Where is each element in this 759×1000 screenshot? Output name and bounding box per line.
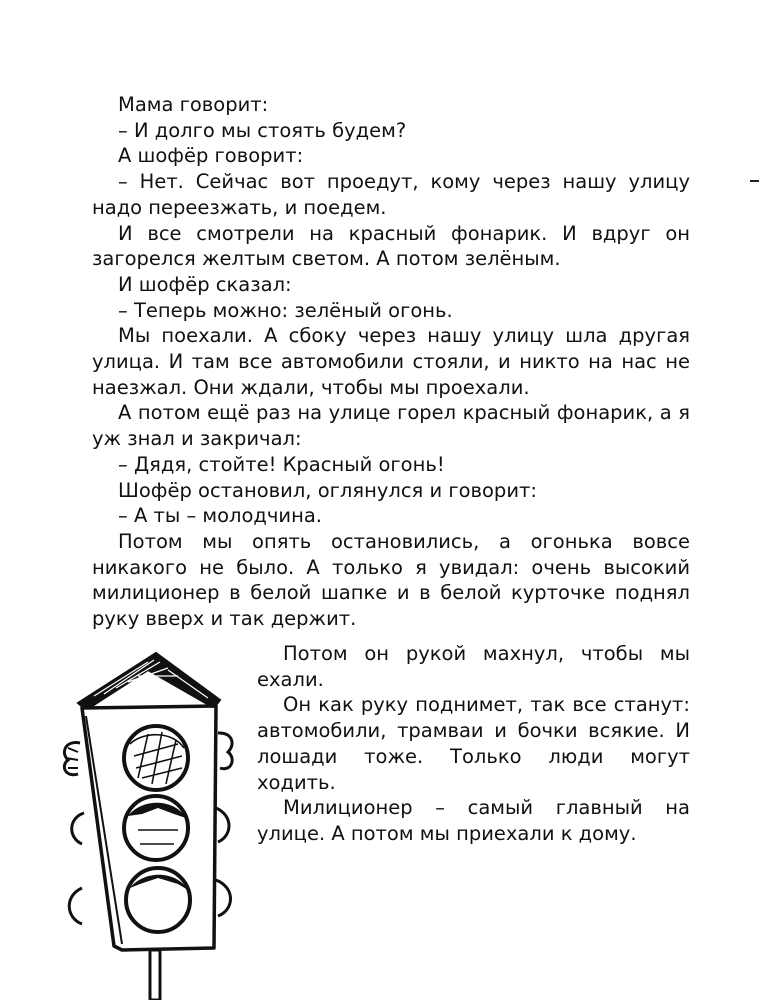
right-hand (218, 733, 232, 769)
paragraph: А потом ещё раз на улице горел красный фонарик, а я уж знал и закричал: (92, 401, 690, 451)
pole (150, 950, 160, 1000)
edge-mark (750, 180, 759, 182)
paragraph: – Дядя, стойте! Красный огонь! (118, 452, 445, 476)
paragraph: И шофёр сказал: (118, 272, 292, 296)
traffic-light-icon (38, 648, 248, 1000)
paragraph: И все смотрели на красный фонарик. И вдруг он загорелся желтым светом. А потом зелёным. (92, 221, 690, 271)
paragraph: Милиционер – самый главный на улице. А потом мы приехали к дому. (257, 796, 690, 845)
main-text (92, 92, 690, 632)
wrapped-text (257, 641, 690, 847)
paragraph: Мама говорит: (118, 93, 269, 116)
paragraph: Он как руку поднимет, так все станут: автомобили, трамваи и бочки всякие. И лошади тоже. Только люди могут ходить. (257, 693, 690, 794)
paragraph: Потом он рукой махнул, чтобы мы ехали. (257, 642, 690, 691)
paragraph: – Нет. Сейчас вот проедут, кому через нашу улицу надо переезжать, и поедем. (92, 170, 690, 219)
paragraph: Мы поехали. А сбоку через нашу улицу шла другая улица. И там все автомобили стояли, и никто на нас не наезжал. Они ждали, чтобы мы проехали. (92, 324, 690, 399)
paragraph: – Теперь можно: зелёный огонь. (118, 298, 453, 322)
paragraph: Потом мы опять остановились, а огонька вовсе никакого не было. А только я увидал: очень высокий милиционер в белой шапке и в белой курточке поднял руку вверх и так держит. (92, 529, 690, 631)
red-lamp (124, 726, 188, 790)
hood (78, 653, 220, 710)
paragraph: – А ты – молодчина. (118, 504, 322, 528)
paragraph: Шофёр остановил, оглянулся и говорит: (118, 478, 537, 502)
left-hand-fingers (66, 748, 78, 768)
paragraph: А шофёр говорит: (118, 144, 304, 168)
paragraph: – И долго мы стоять будем? (118, 118, 407, 142)
